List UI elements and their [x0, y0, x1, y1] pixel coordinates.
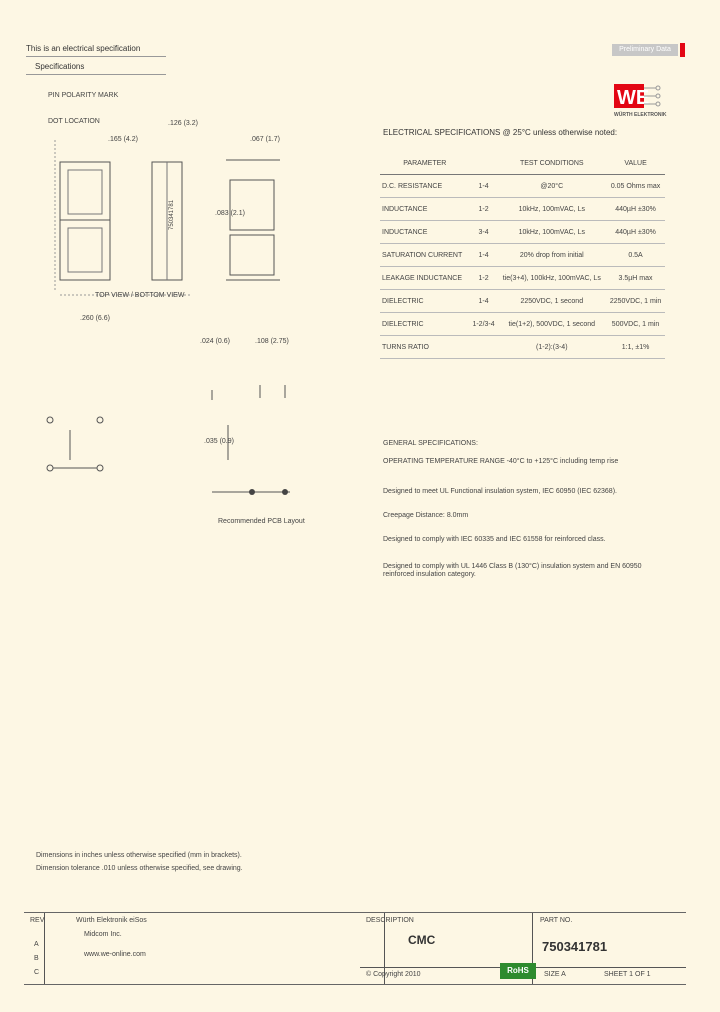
rohs-badge: RoHS [500, 963, 536, 979]
header-test-conditions: TEST CONDITIONS [497, 152, 606, 175]
dim-label-4: .083 (2.1) [215, 210, 245, 217]
insulation-note: Designed to meet UL Functional insulation system, IEC 60950 (IEC 62368). [383, 488, 617, 495]
pad-label-1: .024 (0.6) [200, 338, 230, 345]
company-address: Midcom Inc. [84, 931, 122, 938]
header-sub: Specifications [35, 62, 85, 71]
dimension-note-1: Dimensions in inches unless otherwise specified (mm in brackets). [36, 852, 242, 859]
table-row: LEAKAGE INDUCTANCE 1-2 tie(3+4), 100kHz, 100mVAC, Ls 3.5µH max [380, 267, 665, 290]
title-block: REV A B C Würth Elektronik eiSos Midcom Inc. www.we-online.com DESCRIPTION CMC PART NO. 750341781 © Copyright 2010 SIZE A SHEET 1 OF 1 [24, 912, 686, 985]
spec-table [380, 152, 665, 359]
company-logo [612, 80, 667, 120]
dot-location-label: DOT LOCATION [48, 118, 100, 125]
spec-title: ELECTRICAL SPECIFICATIONS @ 25°C unless otherwise noted: [383, 128, 618, 137]
pad-label-2: .108 (2.75) [255, 338, 289, 345]
copyright: © Copyright 2010 [366, 971, 421, 978]
table-row: INDUCTANCE 1-2 10kHz, 100mVAC, Ls 440µH ±30% [380, 198, 665, 221]
dim-label-2: .126 (3.2) [168, 120, 198, 127]
logo-name: WÜRTH ELEKTRONIK [614, 112, 667, 118]
header-parameter: PARAMETER [380, 152, 470, 175]
dim-label-3: .067 (1.7) [250, 136, 280, 143]
company-web[interactable]: www.we-online.com [84, 951, 146, 958]
header-note: This is an electrical specification [26, 44, 141, 53]
sheet-label: SHEET 1 OF 1 [604, 971, 651, 978]
table-row: D.C. RESISTANCE 1-4 @20°C 0.05 Ohms max [380, 175, 665, 198]
header-value: VALUE [606, 152, 665, 175]
company-name: Würth Elektronik eiSos [76, 917, 147, 924]
spec-header-row [380, 152, 665, 175]
recommended-pcb-label: Recommended PCB Layout [218, 518, 305, 525]
schematic-and-pads [40, 380, 300, 510]
mechanical-drawing [40, 140, 300, 330]
description-value: CMC [408, 933, 436, 947]
pin-polarity-note: PIN POLARITY MARK [48, 92, 119, 99]
footnote: Designed to comply with UL 1446 Class B (130°C) insulation system and EN 60950 reinforced insulation category. [383, 563, 642, 578]
table-row: INDUCTANCE 3-4 10kHz, 100mVAC, Ls 440µH ±30% [380, 221, 665, 244]
table-row: SATURATION CURRENT 1-4 20% drop from initial 0.5A [380, 244, 665, 267]
table-row: DIELECTRIC 1-2/3-4 tie(1+2), 500VDC, 1 second 500VDC, 1 min [380, 313, 665, 336]
designed-note: Designed to comply with IEC 60335 and IEC 61558 for reinforced class. [383, 536, 606, 543]
dimension-note-2: Dimension tolerance .010 unless otherwise specified, see drawing. [36, 865, 243, 872]
top-bottom-view-label: TOP VIEW / BOTTOM VIEW [95, 292, 185, 299]
tab-accent [680, 43, 685, 57]
svg-text:WE: WE [617, 87, 650, 109]
creepage-note: Creepage Distance: 8.0mm [383, 512, 469, 519]
size-label: SIZE A [544, 971, 566, 978]
table-row: DIELECTRIC 1-4 2250VDC, 1 second 2250VDC, 1 min [380, 290, 665, 313]
dim-label-1: .165 (4.2) [108, 136, 138, 143]
svg-text:750341781: 750341781 [169, 199, 175, 230]
table-row: TURNS RATIO (1-2):(3-4) 1:1, ±1% [380, 336, 665, 359]
dim-label-5: .260 (6.6) [80, 315, 110, 322]
preliminary-tab: Preliminary Data [612, 44, 678, 56]
pad-label-3: .035 (0.9) [204, 438, 234, 445]
part-number-label: PART NO. [540, 917, 573, 924]
general-spec-title: GENERAL SPECIFICATIONS: [383, 440, 478, 447]
description-label: DESCRIPTION [366, 917, 414, 924]
operating-temp-note: OPERATING TEMPERATURE RANGE -40°C to +125°C including temp rise [383, 458, 619, 465]
part-number: 750341781 [542, 939, 608, 954]
